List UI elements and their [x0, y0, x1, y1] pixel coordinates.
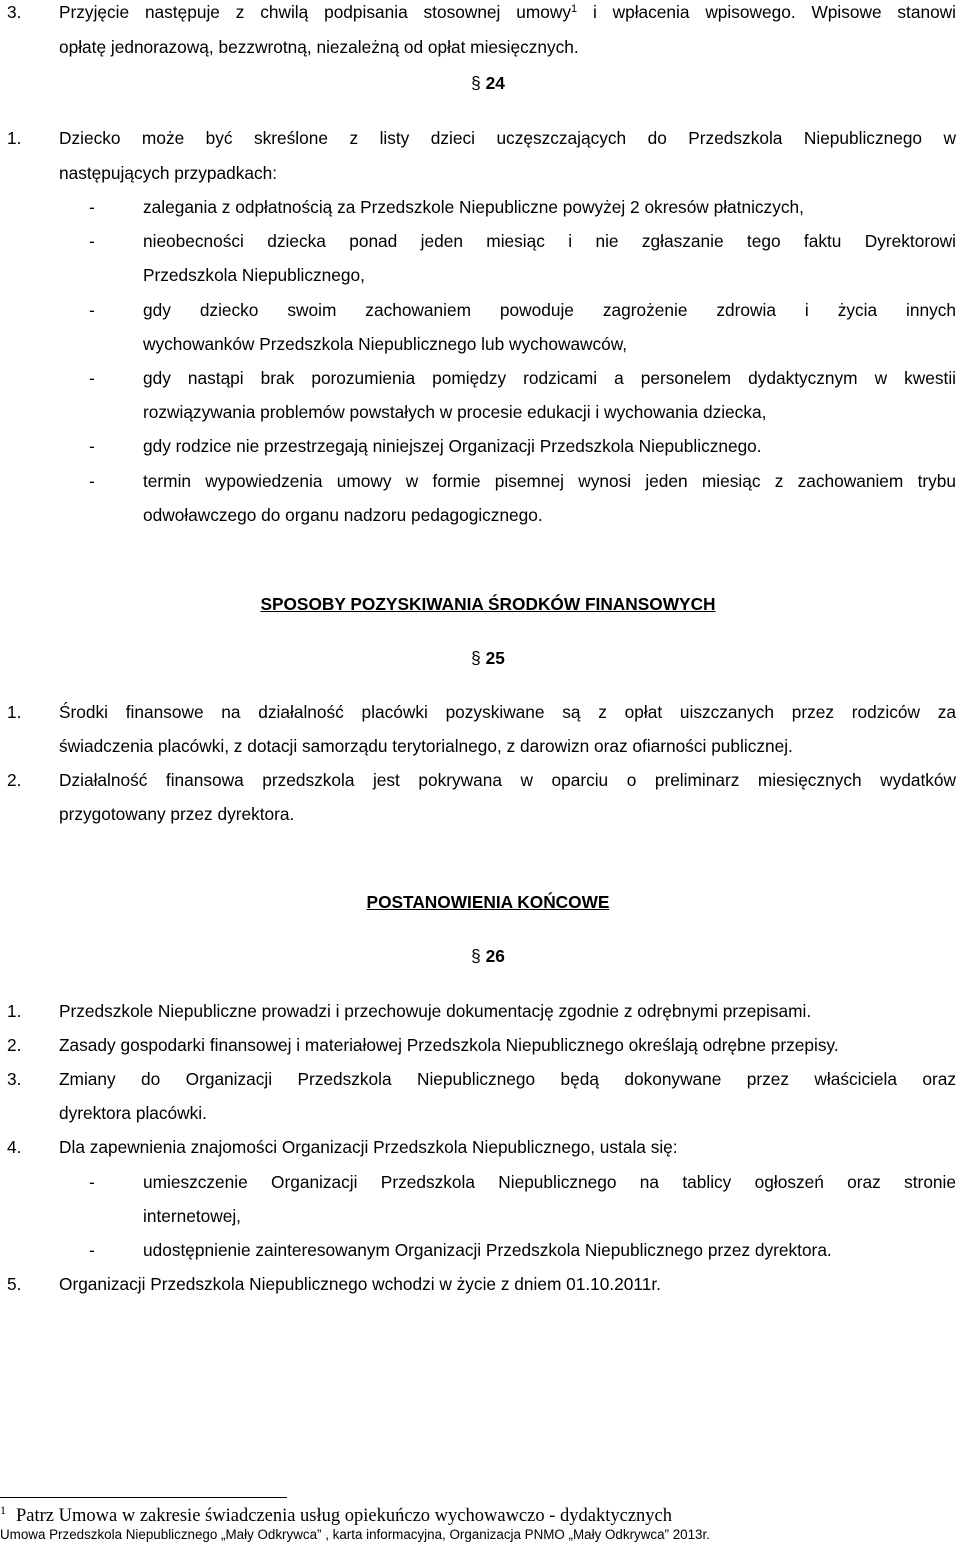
paragraph-mark-25	[0, 648, 960, 669]
paragraph-mark-26	[0, 946, 960, 967]
item-text: Środki finansowe na działalność placówki pozyskiwane są z opłat uiszczanych przez rodziców za	[59, 702, 956, 722]
item-text: Dla zapewnienia znajomości Organizacji Przedszkola Niepublicznego, ustala się:	[59, 1137, 678, 1157]
item-number: 5.	[7, 1274, 22, 1294]
bullet-text-cont: wychowanków Przedszkola Niepublicznego lub wychowawców,	[143, 334, 628, 354]
item-1-line-1: Dziecko może być skreślone z listy dzieci uczęszczających do Przedszkola Niepublicznego w	[59, 128, 956, 148]
paragraph-number: 24	[485, 73, 505, 93]
item-text: Zasady gospodarki finansowej i materiałowej Przedszkola Niepublicznego określają odrębne przepisy.	[59, 1035, 839, 1055]
item-1-line-2: następujących przypadkach:	[59, 163, 278, 183]
section-sign: §	[471, 73, 486, 93]
section-sign: §	[471, 946, 486, 966]
item-number: 2.	[7, 1035, 22, 1055]
bullet-text: gdy dziecko swoim zachowaniem powoduje zagrożenie zdrowia i życia innych	[143, 300, 956, 320]
item-number: 2.	[7, 770, 22, 790]
page-footer: Umowa Przedszkola Niepublicznego „Mały Odkrywca” , karta informacyjna, Organizacja PNMO „Mały Odkrywca” 2013r.	[0, 1527, 710, 1542]
bullet-text: termin wypowiedzenia umowy w formie pisemnej wynosi jeden miesiąc z zachowaniem trybu	[143, 471, 956, 491]
item-number: 1.	[7, 1001, 22, 1021]
bullet-text: udostępnienie zainteresowanym Organizacji Przedszkola Niepublicznego przez dyrektora.	[143, 1240, 832, 1260]
item-number: 1.	[7, 128, 22, 148]
bullet-text-cont: internetowej,	[143, 1206, 241, 1226]
bullet-text: nieobecności dziecka ponad jeden miesiąc i nie zgłaszanie tego faktu Dyrektorowi	[143, 231, 956, 251]
item-number: 3.	[7, 2, 22, 22]
bullet-text: umieszczenie Organizacji Przedszkola Niepublicznego na tablicy ogłoszeń oraz stronie	[143, 1172, 956, 1192]
footnote-reference: 1	[570, 3, 578, 15]
bullet-dash: -	[89, 1240, 95, 1260]
item-text: Zmiany do Organizacji Przedszkola Niepublicznego będą dokonywane przez właściciela oraz	[59, 1069, 956, 1089]
paragraph-mark-24	[0, 73, 960, 94]
section-heading: POSTANOWIENIA KOŃCOWE	[366, 892, 610, 912]
item-3-line-2: opłatę jednorazową, bezzwrotną, niezależną od opłat miesięcznych.	[59, 37, 579, 57]
bullet-text: gdy rodzice nie przestrzegają niniejszej Organizacji Przedszkola Niepublicznego.	[143, 436, 762, 456]
item-text-cont: przygotowany przez dyrektora.	[59, 804, 295, 824]
paragraph-number: 26	[485, 946, 505, 966]
item-3-text: Przyjęcie następuje z chwilą podpisania stosownej umowy	[59, 2, 571, 22]
bullet-text-cont: rozwiązywania problemów powstałych w procesie edukacji i wychowania dziecka,	[143, 402, 767, 422]
bullet-dash: -	[89, 1172, 95, 1192]
item-text: Działalność finansowa przedszkola jest pokrywana w oparciu o preliminarz miesięcznych wydatków	[59, 770, 956, 790]
bullet-dash: -	[89, 231, 95, 251]
footnote-mark: 1	[0, 1503, 6, 1517]
footnote-text: Patrz Umowa w zakresie świadczenia usług opiekuńczo wychowawczo - dydaktycznych	[16, 1506, 672, 1526]
section-heading: SPOSOBY POZYSKIWANIA ŚRODKÓW FINANSOWYCH	[260, 594, 716, 614]
item-number: 3.	[7, 1069, 22, 1089]
bullet-text-cont: Przedszkola Niepublicznego,	[143, 265, 365, 285]
item-number: 1.	[7, 702, 22, 722]
item-text: Organizacji Przedszkola Niepublicznego wchodzi w życie z dniem 01.10.2011r.	[59, 1274, 661, 1294]
item-text: Przedszkole Niepubliczne prowadzi i przechowuje dokumentację zgodnie z odrębnymi przepisami.	[59, 1001, 812, 1021]
item-text-cont: dyrektora placówki.	[59, 1103, 207, 1123]
bullet-text: gdy nastąpi brak porozumienia pomiędzy rodzicami a personelem dydaktycznym w kwestii	[143, 368, 956, 388]
bullet-dash: -	[89, 368, 95, 388]
bullet-text-cont: odwoławczego do organu nadzoru pedagogicznego.	[143, 505, 543, 525]
bullet-dash: -	[89, 197, 95, 217]
footnote	[0, 1503, 672, 1527]
item-3-line-1	[59, 2, 956, 23]
item-3-text-cont: i wpłacenia wpisowego. Wpisowe stanowi	[577, 2, 957, 22]
footnote-separator	[0, 1497, 287, 1498]
bullet-dash: -	[89, 471, 95, 491]
bullet-dash: -	[89, 300, 95, 320]
bullet-dash: -	[89, 436, 95, 456]
section-sign: §	[471, 648, 486, 668]
bullet-text: zalegania z odpłatnością za Przedszkole Niepubliczne powyżej 2 okresów płatniczych,	[143, 197, 804, 217]
item-number: 4.	[7, 1137, 22, 1157]
item-text-cont: świadczenia placówki, z dotacji samorządu terytorialnego, z darowizn oraz ofiarności publicznej.	[59, 736, 793, 756]
paragraph-number: 25	[485, 648, 505, 668]
